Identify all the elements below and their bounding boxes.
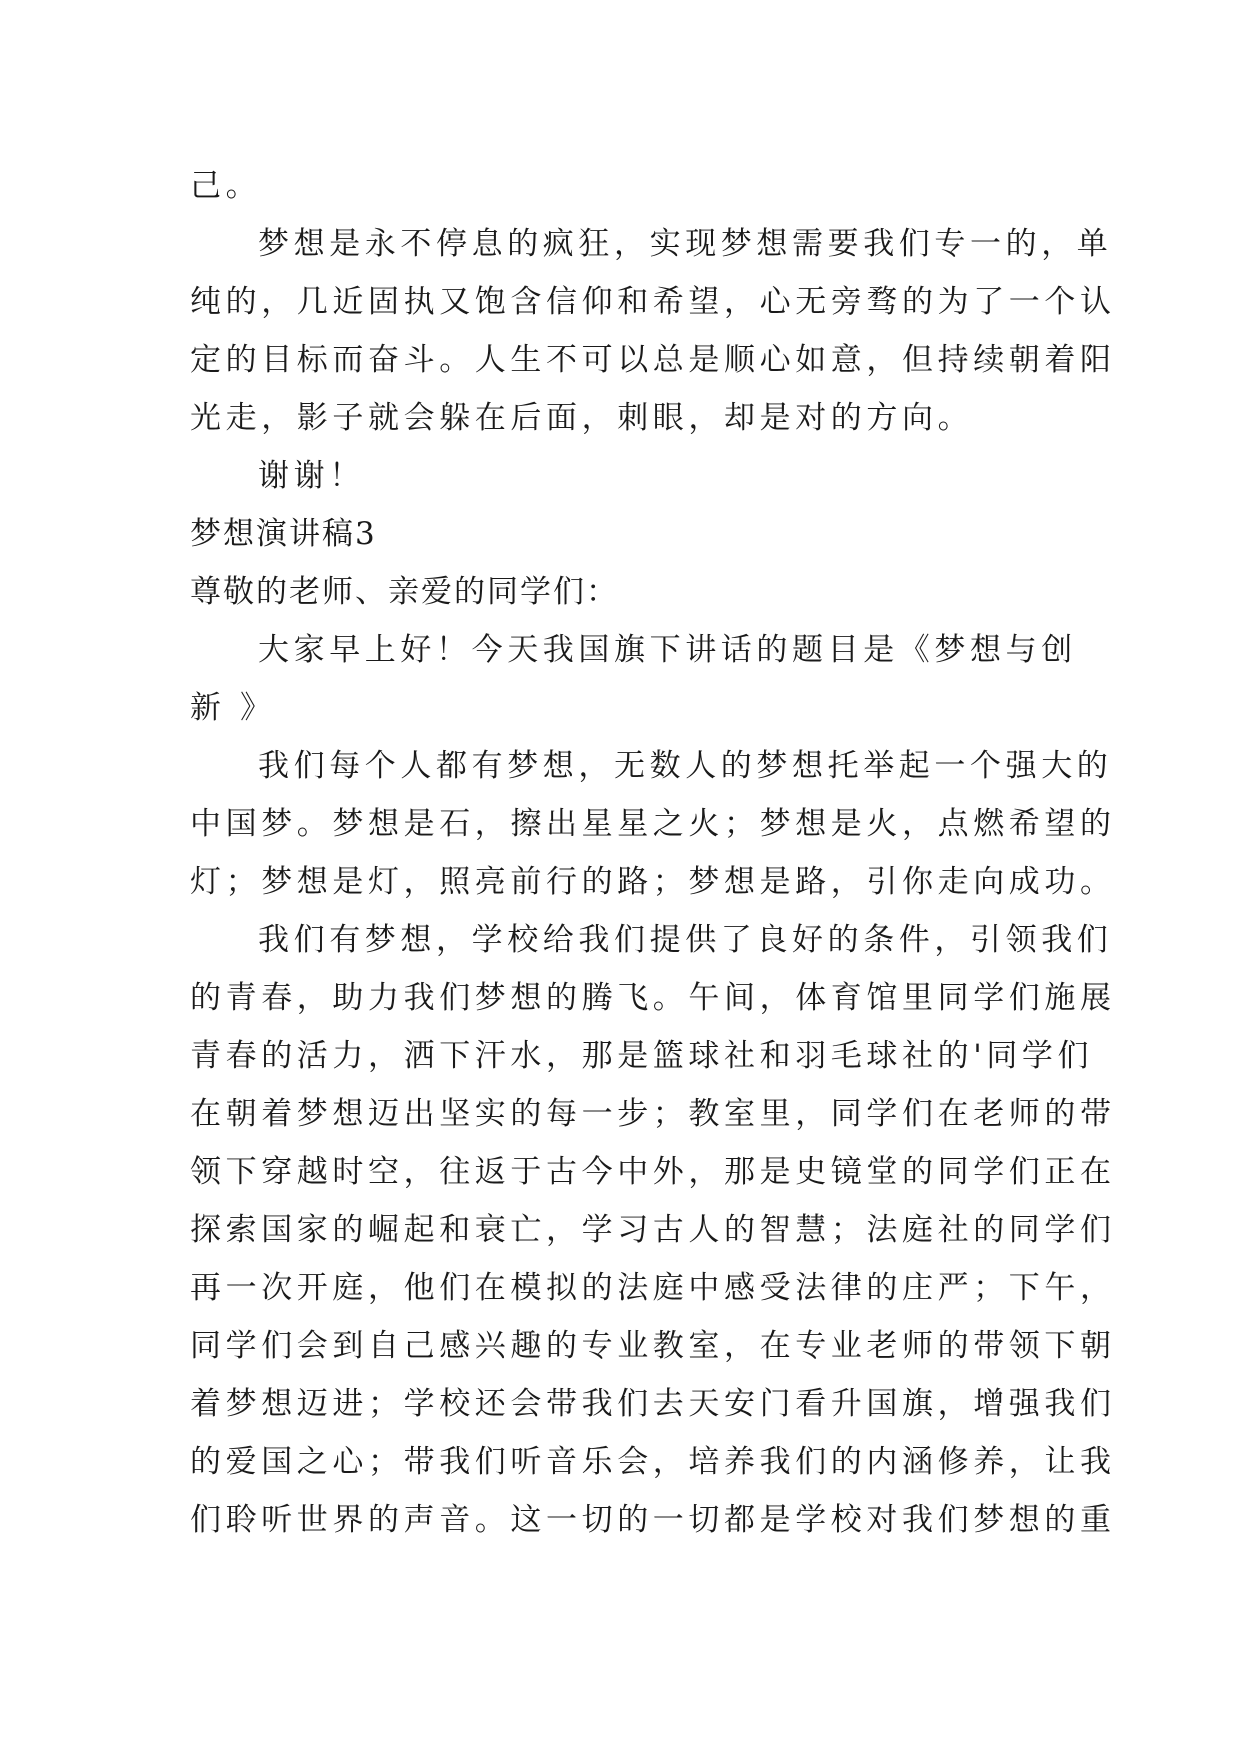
paragraph-line: 同学们会到自己感兴趣的专业教室，在专业老师的带领下朝: [190, 1328, 1116, 1364]
paragraph-line: 纯的，几近固执又饱含信仰和希望，心无旁骛的为了一个认: [190, 284, 1116, 320]
section-title: 梦想演讲稿3: [190, 516, 377, 552]
paragraph-line: 梦想是永不停息的疯狂，实现梦想需要我们专一的，单: [258, 226, 1113, 262]
paragraph-line: 再一次开庭，他们在模拟的法庭中感受法律的庄严；下午，: [190, 1270, 1116, 1306]
paragraph-line: 我们有梦想，学校给我们提供了良好的条件，引领我们: [258, 922, 1113, 958]
paragraph-line: 们聆听世界的声音。这一切的一切都是学校对我们梦想的重: [190, 1502, 1116, 1538]
paragraph-line: 定的目标而奋斗。人生不可以总是顺心如意，但持续朝着阳: [190, 342, 1116, 378]
paragraph-line: 己。: [190, 168, 262, 204]
paragraph-line: 着梦想迈进；学校还会带我们去天安门看升国旗，增强我们: [190, 1386, 1116, 1422]
paragraph-line: 的爱国之心；带我们听音乐会，培养我们的内涵修养，让我: [190, 1444, 1116, 1480]
paragraph-line: 大家早上好！今天我国旗下讲话的题目是《梦想与创: [258, 632, 1077, 668]
paragraph-line: 谢谢！: [258, 458, 365, 494]
paragraph-line: 在朝着梦想迈出坚实的每一步；教室里，同学们在老师的带: [190, 1096, 1116, 1132]
paragraph-line: 青春的活力，洒下汗水，那是篮球社和羽毛球社的'同学们: [190, 1038, 1094, 1074]
paragraph-line: 探索国家的崛起和衰亡，学习古人的智慧；法庭社的同学们: [190, 1212, 1116, 1248]
paragraph-line: 我们每个人都有梦想，无数人的梦想托举起一个强大的: [258, 748, 1113, 784]
paragraph-line: 的青春，助力我们梦想的腾飞。午间，体育馆里同学们施展: [190, 980, 1116, 1016]
paragraph-line: 光走，影子就会躲在后面，刺眼，却是对的方向。: [190, 400, 974, 436]
paragraph-line: 中国梦。梦想是石，擦出星星之火；梦想是火，点燃希望的: [190, 806, 1116, 842]
salutation: 尊敬的老师、亲爱的同学们：: [190, 574, 619, 610]
paragraph-line: 灯；梦想是灯，照亮前行的路；梦想是路，引你走向成功。: [190, 864, 1116, 900]
paragraph-line: 领下穿越时空，往返于古今中外，那是史镜堂的同学们正在: [190, 1154, 1116, 1190]
paragraph-line: 新 》: [190, 690, 276, 726]
